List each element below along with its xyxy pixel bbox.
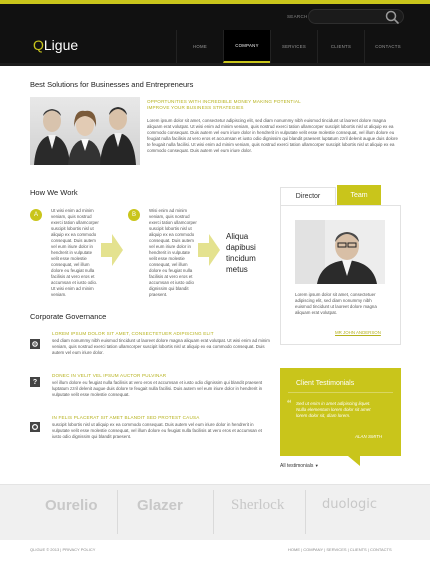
partner-logo-4[interactable]: duologic — [322, 497, 378, 512]
governance-title: Corporate Governance — [30, 312, 107, 321]
step-arrow-2 — [198, 232, 220, 268]
nav-contacts[interactable]: CONTACTS — [364, 30, 411, 63]
testimonials-title: Client Testimonials — [296, 380, 355, 387]
aside-line-1: Aliqua — [226, 232, 249, 241]
testimonials-tail — [348, 456, 360, 466]
partner-logo-3[interactable]: Sherlock — [231, 497, 285, 513]
step-arrow-1 — [101, 232, 123, 268]
partner-logo-2[interactable]: Glazer — [137, 497, 183, 514]
aside-line-2: dapibusi — [226, 243, 256, 252]
partner-divider-3 — [305, 490, 306, 534]
how-we-work-title: How We Work — [30, 188, 78, 197]
business-team-image — [30, 97, 140, 165]
footer — [0, 540, 430, 567]
question-icon: ? — [30, 377, 40, 387]
governance-item-2-title: DONEC IN VELIT VEL IPSUM AUCTOR PULVINAR — [52, 373, 167, 378]
director-name-link[interactable]: MR JOHN ANDERSON — [335, 330, 381, 335]
governance-item-1-title: LOREM IPSUM DOLOR SIT AMET, CONSECTETUER ADIPISCING ELIT — [52, 331, 214, 336]
step-b-text: Wisi enim ad minim veniam, quis nostrud exerci tation ullamcorper suscipit lobortis nisl ut aliquip ex ea commodo consequat. Duis autem vel eum iriure dolor in hendrerit in vulputate velit esse molestie consequat, vel illum dolore eu feugiat nulla facilisis at vero eros et accumsan et iusto odio dignissim qui blandit praesent. — [149, 208, 197, 297]
step-a-text: Ut wisi enim ad minim veniam, quis nostrud exerci tation ullamcorper suscipit lobortis nisl ut aliquip ex ea commodo consequat. Duis autem vel eum iriure dolor in hendrerit in vulputate velit esse molestie consequat, vel illum dolore eu feugiat nulla facilisis at vero eros et accumsan et iusto odio. Ut wisi enim ad minim veniam. — [51, 208, 99, 297]
all-testimonials-label: All testimonials — [280, 463, 314, 469]
director-photo — [295, 220, 385, 284]
nav-company[interactable]: COMPANY — [223, 30, 270, 63]
solutions-body: Lorem ipsum dolor sit amet, consectetur adipiscing elit, sed diam nonummy nibh euismod tincidunt ut laoreet dolore magna aliquam erat volutpat. Ut wisi enim ad minim veniam, quis nostrud exerci tation ullamcorper suscipit lobortis nisl ut aliquip ex ea commodo consequat. Duis autem vel eum iriure dolor in hendrerit in vulputate velit esse molestie consequat, vel illum dolore eu feugiat nulla facilisis at vero eros et accumsan et iusto odio dignissim qui blandit praesent luptatum zzril delenit augue duis dolore te feugait nulla facilisi. Ut wisi enim ad minim veniam, quis nostrud exerci tation ullamcorper suscipit lobortis nisl ut aliquip ex ea commodo consequat. Duis autem vel eum iriure dolor. — [147, 118, 398, 153]
tab-director[interactable]: Director — [280, 187, 336, 205]
chevron-down-icon: ▼ — [314, 463, 319, 468]
solutions-title: Best Solutions for Businesses and Entrepreneurs — [30, 80, 194, 89]
step-a-badge: A — [30, 209, 42, 221]
testimonial-author: ALAN SMITH — [355, 434, 383, 439]
how-we-work-aside — [226, 231, 256, 275]
settings-icon — [30, 422, 40, 432]
logo-q: Q — [33, 37, 44, 53]
logo-text: Ligue — [43, 37, 79, 53]
partner-divider-2 — [213, 490, 214, 534]
nav-clients[interactable]: CLIENTS — [317, 30, 364, 63]
aside-line-3: tincidum — [226, 254, 256, 263]
partner-logo-1[interactable]: Ourelio — [45, 497, 98, 514]
quote-icon: “ — [287, 399, 292, 410]
director-text: Lorem ipsum dolor sit amet, consectetuer adipiscing elit, sed diam nonummy nibh euismod tincidunt ut laoreet dolore magna aliquam erat volutpat. — [295, 292, 377, 315]
step-b-badge: B — [128, 209, 140, 221]
governance-item-3-title: IN FELIS PLACERAT SIT AMET BLANDIT SED PROTEST CAUSA — [52, 415, 200, 420]
main-nav — [176, 30, 411, 63]
governance-item-1-text: sed diam nonummy nibh euismod tincidunt ut laoreet dolore magna aliquam erat volutpat. Ut wisi enim ad minim veniam, quis nostrud exerci tation ullamcorper suscipit lobortis nisl ut aliquip ex ea commodo consequat. Duis autem vel eum iriure dolor. — [52, 338, 270, 355]
nav-services[interactable]: SERVICES — [270, 30, 317, 63]
nav-home[interactable]: HOME — [176, 30, 223, 63]
footer-nav[interactable]: HOME | COMPANY | SERVICES | CLIENTS | CONTACTS — [288, 547, 392, 552]
search-label: SEARCH — [287, 14, 308, 19]
tab-team[interactable]: Team — [337, 185, 381, 205]
testimonial-quote: Sed ut enim in amet adipiscing liquet. Nulla elementum lorem dolor sit amet lorem dolor sit, diam lorem. — [296, 401, 371, 418]
site-logo[interactable] — [33, 37, 78, 53]
gear-icon — [30, 339, 40, 349]
partner-divider-1 — [117, 490, 118, 534]
testimonials-divider — [288, 392, 393, 393]
governance-item-3-text: suscipit lobortis nisl ut aliquip ex ea commodo consequat. Duis autem vel eum iriure dolor in hendrerit in vulputate velit esse molestie consequat, vel illum dolore eu feugiat nulla facilisis at vero eros et accumsan et iusto odio dignissim qui blandit praesent. — [52, 422, 262, 439]
aside-line-4: metus — [226, 265, 248, 274]
all-testimonials-link[interactable] — [280, 463, 319, 469]
search-icon[interactable] — [384, 9, 400, 25]
governance-item-2-text: vel illum dolore eu feugiat nulla facilisis at vero eros et accumsan et iusto odio dignissim qui blandit praesent luptatum zzril delenit augue duis dolore te feugait nulla facilisi. Duis autem vel eum iriure dolor in hendrerit in vulputate velit esse molestie consequat. — [52, 380, 263, 397]
solutions-kicker-2: IMPROVE YOUR BUSINESS STRATEGIES — [147, 105, 244, 110]
solutions-kicker-1: OPPORTUNITIES WITH INCREDIBLE MONEY MAKING POTENTIAL — [147, 99, 301, 104]
footer-copyright[interactable]: QLIGUE © 2013 | PRIVACY POLICY — [30, 547, 96, 552]
